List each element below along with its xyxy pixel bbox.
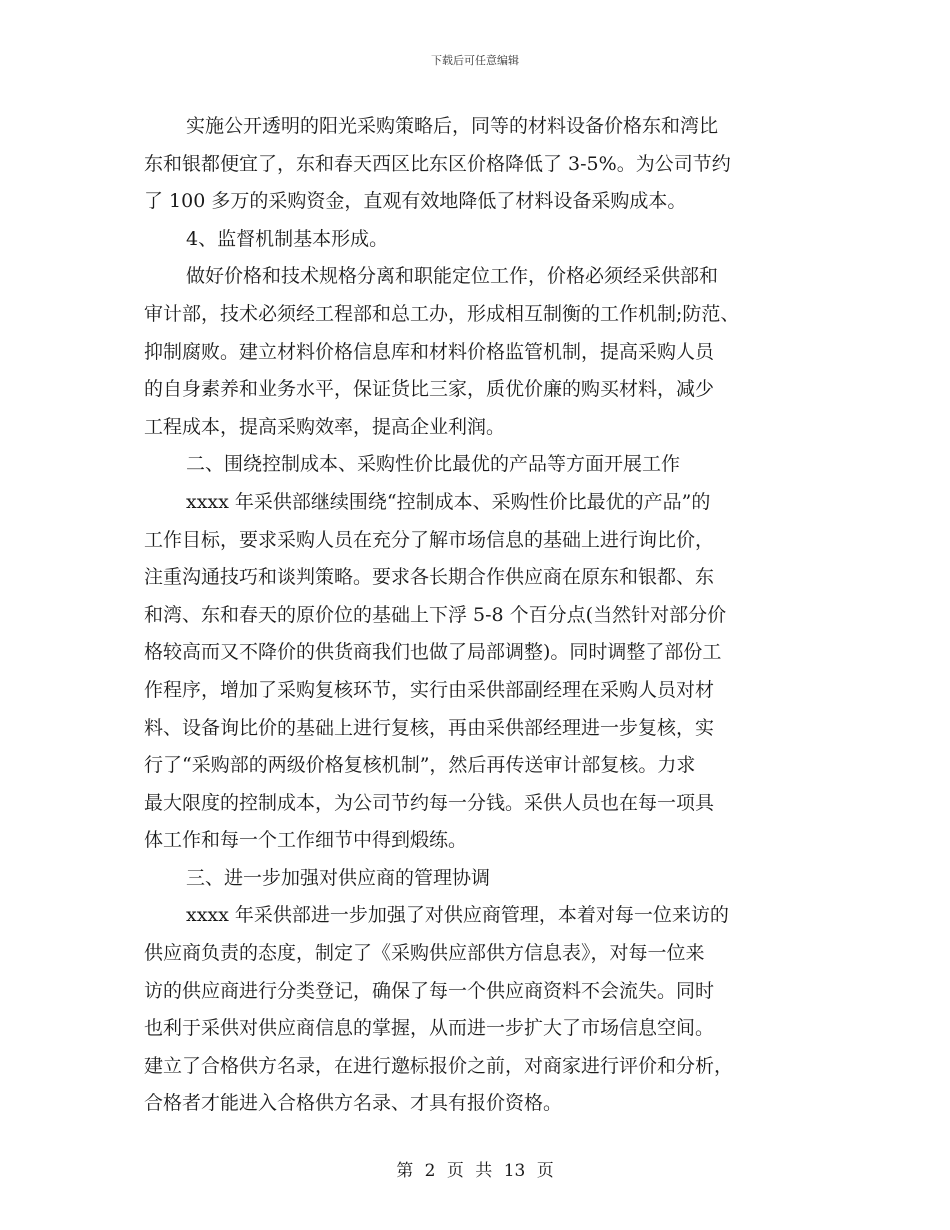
paragraph-line: 作程序，增加了采购复核环节，实行由采供部副经理在采购人员对材 [144,678,715,701]
paragraph-line: 工作目标，要求采购人员在充分了解市场信息的基础上进行询比价， [144,528,715,551]
paragraph-line: 工程成本，提高采购效率，提高企业利润。 [144,415,506,438]
page-footer: 第 2 页 共 13 页 [396,1161,554,1181]
paragraph-line: 也利于采供对供应商信息的掌握，从而进一步扩大了市场信息空间。 [144,1017,715,1040]
paragraph-line: 和湾、东和春天的原价位的基础上下浮 5-8 个百分点(当然针对部分价 [144,603,727,626]
paragraph-line: 行了“采购部的两级价格复核机制”，然后再传送审计部复核。力求 [144,754,696,777]
paragraph-line: 体工作和每一个工作细节中得到煅练。 [144,829,468,852]
paragraph-line: 注重沟通技巧和谈判策略。要求各长期合作供应商在原东和银都、东 [144,566,715,589]
paragraph-line: xxxx 年采供部继续围绕“控制成本、采购性价比最优的产品”的 [186,490,711,513]
paragraph-line: 审计部，技术必须经工程部和总工办，形成相互制衡的工作机制;防范、 [144,302,740,325]
paragraph-line: 抑制腐败。建立材料价格信息库和材料价格监管机制，提高采购人员 [144,340,715,363]
paragraph-line: 做好价格和技术规格分离和职能定位工作，价格必须经采供部和 [186,265,719,288]
paragraph-line: 东和银都便宜了，东和春天西区比东区价格降低了 3-5%。为公司节约 [144,152,731,175]
paragraph-line: 了 100 多万的采购资金，直观有效地降低了材料设备采购成本。 [144,190,687,213]
paragraph-line: 合格者才能进入合格供方名录、才具有报价资格。 [144,1092,563,1115]
paragraph-line: 格较高而又不降价的供货商我们也做了局部调整)。同时调整了部份工 [144,641,722,664]
paragraph-line: xxxx 年采供部进一步加强了对供应商管理，本着对每一位来访的 [186,904,729,927]
page-header: 下载后可任意编辑 [431,54,519,67]
paragraph-line: 的自身素养和业务水平，保证货比三家，质优价廉的购买材料，减少 [144,378,715,401]
paragraph-line: 供应商负责的态度，制定了《采购供应部供方信息表》，对每一位来 [144,942,705,965]
paragraph-line: 建立了合格供方名录，在进行邀标报价之前，对商家进行评价和分析， [144,1054,734,1077]
paragraph-line: 实施公开透明的阳光采购策略后，同等的材料设备价格东和湾比 [186,115,719,137]
paragraph-line: 最大限度的控制成本，为公司节约每一分钱。采供人员也在每一项具 [144,791,715,814]
section-heading: 三、进一步加强对供应商的管理协调 [186,866,491,889]
document-body [144,108,824,1123]
section-heading: 二、围绕控制成本、采购性价比最优的产品等方面开展工作 [186,453,681,476]
paragraph-line: 访的供应商进行分类登记，确保了每一个供应商资料不会流失。同时 [144,979,715,1002]
section-heading: 4、监督机制基本形成。 [186,227,389,250]
paragraph-line: 料、设备询比价的基础上进行复核，再由采供部经理进一步复核，实 [144,716,715,739]
